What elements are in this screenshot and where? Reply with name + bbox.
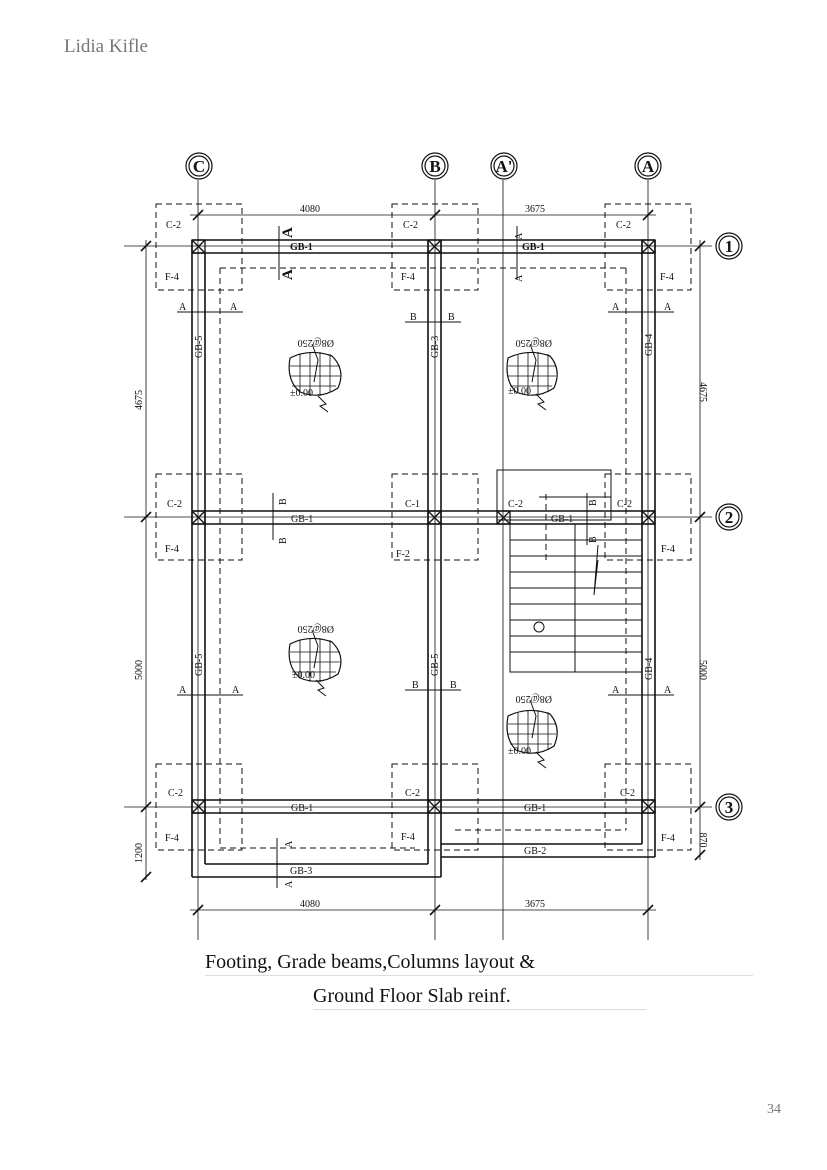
footing-label: F-4	[165, 544, 179, 555]
beam-label: GB-1	[290, 242, 313, 253]
dim-left-2: 5000	[134, 660, 145, 680]
column-label: C-2	[405, 788, 420, 799]
footing-label: F-4	[661, 833, 675, 844]
beam-label: GB-1	[291, 514, 314, 525]
slab-rebar-note: Ø8@250	[297, 623, 334, 634]
section-mark: A	[284, 880, 295, 888]
slab-level: ±0.00	[508, 386, 531, 397]
column-label: C-2	[168, 788, 183, 799]
beam-label: GB-1	[291, 803, 314, 814]
beam-label: GB-5	[430, 653, 441, 676]
footing-label: F-4	[401, 272, 415, 283]
footing-label: F-2	[396, 549, 410, 560]
section-mark: A	[280, 227, 296, 238]
beam-label: GB-5	[194, 335, 205, 358]
beam-label: GB-4	[644, 333, 655, 356]
column-label: C-1	[405, 499, 420, 510]
section-mark: A	[280, 269, 296, 280]
slab-level: ±0.00	[508, 746, 531, 757]
footing-label: F-4	[165, 833, 179, 844]
grid-label-1: 1	[724, 237, 734, 256]
beam-label: GB-1	[551, 514, 574, 525]
dim-right-3: 870	[697, 832, 708, 848]
beam-label: GB-5	[194, 653, 205, 676]
footing-label: F-4	[661, 544, 675, 555]
beam-label: GB-4	[644, 657, 655, 680]
slab-rebar-note: Ø8@250	[515, 337, 552, 348]
dim-top-2: 3675	[525, 204, 545, 215]
dim-right-1: 4675	[697, 382, 708, 402]
section-mark: B	[278, 537, 289, 544]
beam-label: GB-1	[522, 242, 545, 253]
column-label: C-2	[616, 220, 631, 231]
section-mark: B	[412, 680, 419, 691]
column-label: C-2	[167, 499, 182, 510]
section-mark: A	[514, 274, 525, 282]
grid-label-a-prime: A'	[495, 157, 513, 176]
dim-bottom-1: 4080	[300, 899, 320, 910]
column-label: C-2	[403, 220, 418, 231]
page-number: 34	[767, 1102, 781, 1117]
section-mark: B	[278, 498, 289, 505]
footing-label: F-4	[660, 272, 674, 283]
section-mark: A	[612, 685, 620, 696]
beam-label: GB-2	[524, 846, 547, 857]
section-mark: A	[179, 302, 187, 313]
dim-left-3: 1200	[134, 843, 145, 863]
section-mark: A	[284, 840, 295, 848]
section-mark: B	[450, 680, 457, 691]
section-mark: A	[664, 685, 672, 696]
dim-bottom-2: 3675	[525, 899, 545, 910]
column-label: C-2	[166, 220, 181, 231]
dim-left-1: 4675	[134, 390, 145, 410]
caption-underline	[313, 1009, 646, 1010]
grid-label-c: C	[192, 157, 206, 176]
section-mark: B	[410, 312, 417, 323]
slab-rebar-note: Ø8@250	[515, 693, 552, 704]
drawing-caption-line2: Ground Floor Slab reinf.	[313, 985, 511, 1007]
author-name: Lidia Kifle	[64, 36, 148, 57]
section-mark: A	[232, 685, 240, 696]
grid-label-a: A	[641, 157, 655, 176]
section-mark: A	[612, 302, 620, 313]
grid-label-3: 3	[724, 798, 734, 817]
slab-level: ±0.00	[292, 670, 315, 681]
section-mark: B	[588, 499, 599, 506]
drawing-caption-line1: Footing, Grade beams,Columns layout &	[205, 951, 535, 973]
footing-label: F-4	[401, 832, 415, 843]
slab-rebar-note: Ø8@250	[297, 337, 334, 348]
column-label: C-2	[508, 499, 523, 510]
section-mark: A	[514, 232, 525, 240]
beam-label: GB-3	[290, 866, 313, 877]
dim-top-1: 4080	[300, 204, 320, 215]
beam-label: GB-3	[430, 335, 441, 358]
beam-label: GB-1	[524, 803, 547, 814]
section-mark: B	[588, 536, 599, 543]
column-label: C-2	[620, 788, 635, 799]
footing-label: F-4	[165, 272, 179, 283]
section-mark: A	[664, 302, 672, 313]
column-label: C-2	[617, 499, 632, 510]
grid-label-2: 2	[724, 508, 734, 527]
section-mark: A	[230, 302, 238, 313]
caption-underline	[205, 975, 753, 976]
dim-right-2: 5000	[697, 660, 708, 680]
section-mark: A	[179, 685, 187, 696]
grid-label-b: B	[429, 157, 441, 176]
section-mark: B	[448, 312, 455, 323]
slab-level: ±0.00	[290, 388, 313, 399]
